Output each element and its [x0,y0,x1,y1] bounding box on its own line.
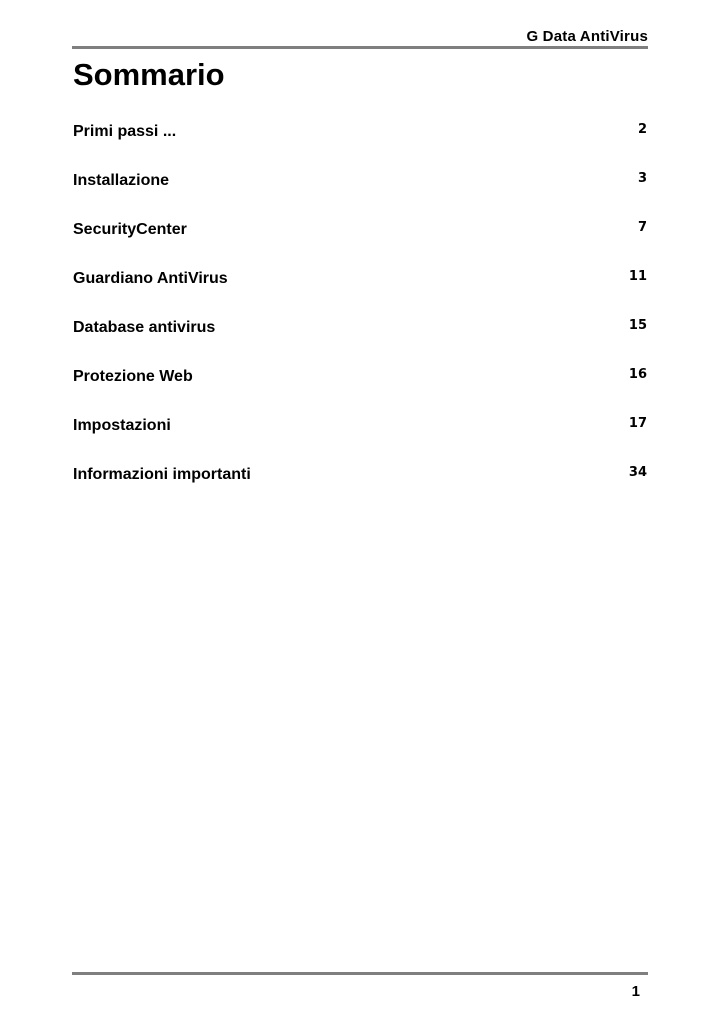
toc-entry[interactable] [73,358,648,407]
toc-entry-page: 3 [637,171,647,186]
toc-entry[interactable] [73,162,648,211]
toc-entry-page: 34 [628,465,647,480]
footer-divider [72,972,648,975]
table-of-contents [73,113,648,505]
toc-entry-title: Protezione Web [73,368,193,385]
toc-entry-title: Installazione [73,172,170,189]
running-header: G Data AntiVirus [526,28,648,45]
toc-entry[interactable] [73,211,648,260]
page-title: Sommario [73,57,225,92]
toc-entry[interactable] [73,407,648,456]
toc-entry-page: 15 [628,318,647,333]
header-divider [72,46,648,49]
toc-entry-title: Database antivirus [73,319,216,336]
toc-entry[interactable] [73,456,648,505]
toc-entry[interactable] [73,113,648,162]
toc-entry-title: Primi passi ... [73,123,177,140]
toc-entry[interactable] [73,260,648,309]
toc-entry-page: 11 [628,269,647,284]
toc-entry[interactable] [73,309,648,358]
toc-entry-title: Informazioni importanti [73,466,251,483]
toc-entry-title: Guardiano AntiVirus [73,270,228,287]
page-number: 1 [631,983,640,1000]
toc-entry-page: 7 [637,220,647,235]
toc-entry-title: SecurityCenter [73,221,187,238]
toc-entry-page: 2 [637,122,647,137]
toc-entry-page: 16 [628,367,647,382]
toc-entry-page: 17 [628,416,647,431]
toc-entry-title: Impostazioni [73,417,171,434]
